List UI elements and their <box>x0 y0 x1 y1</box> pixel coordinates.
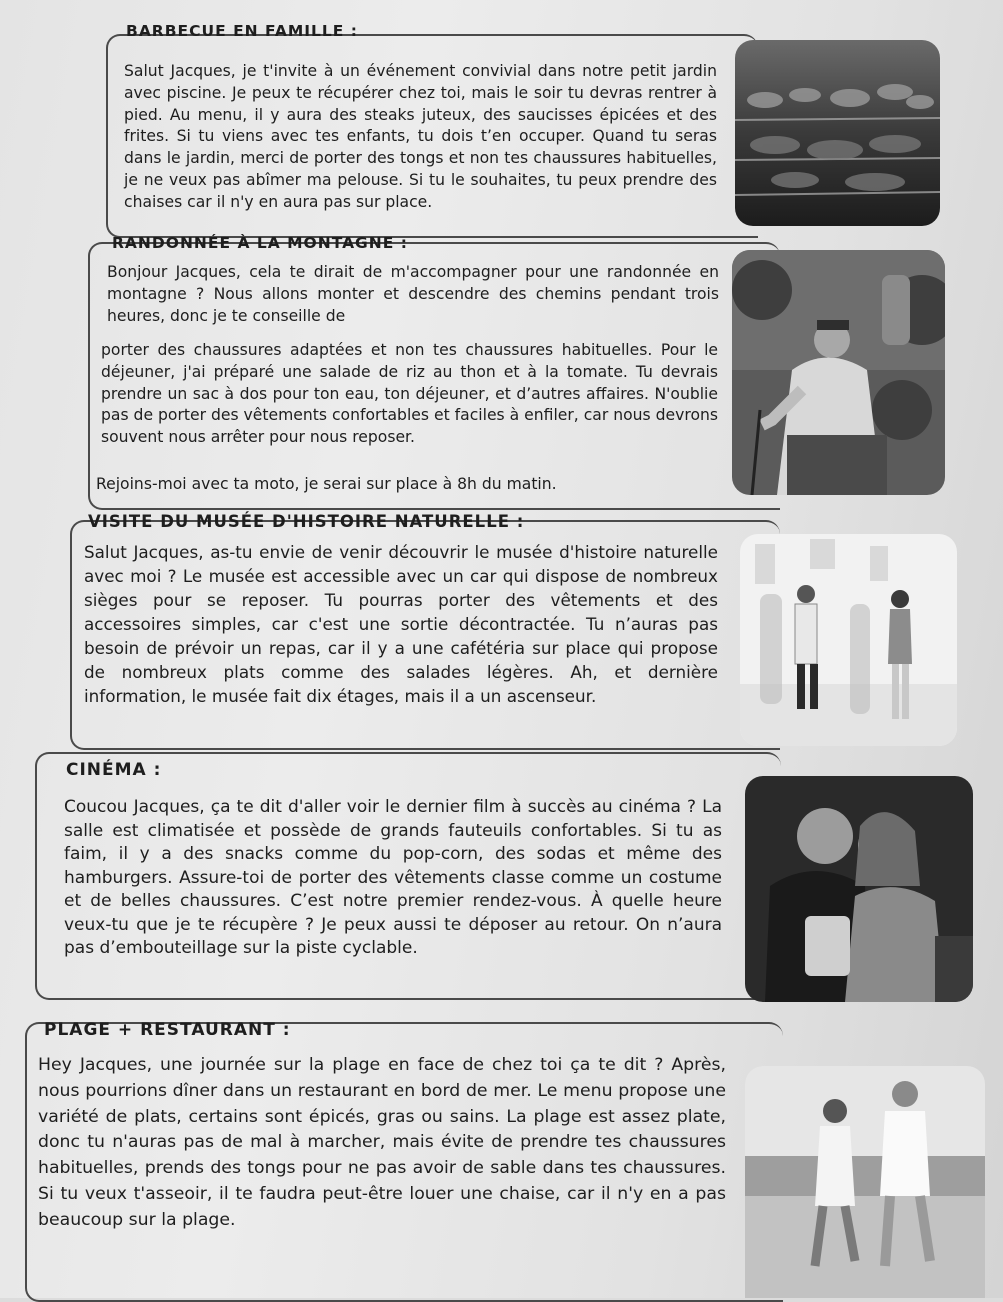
museum-visitors-photo <box>740 534 957 746</box>
hiker-photo <box>732 250 945 495</box>
randonnee-title: RANDONNÉE À LA MONTAGNE : <box>112 234 408 252</box>
barbecue-title: BARBECUE EN FAMILLE : <box>126 22 358 40</box>
barbecue-grill-photo <box>735 40 940 226</box>
randonnee-text-2: porter des chaussures adaptées et non tes chaussures habituelles. Pour le déjeuner, j'ai préparé une salade de riz au thon et à la tomate. Tu devrais prendre un sac à dos pour ton eau, ton déjeuner, et d’autres affaires. N'oublie pas de porter des vêtements confortables et faciles à enfiler, car nous devrons souvent nous arrêter pour nous reposer. <box>101 341 718 447</box>
randonnee-text-1: Bonjour Jacques, cela te dirait de m'accompagner pour une randonnée en montagne ? Nous allons monter et descendre des chemins pendant trois heures, donc je te conseille de <box>107 263 719 325</box>
cinema-text: Coucou Jacques, ça te dit d'aller voir le dernier film à succès au cinéma ? La salle est climatisée et possède de grands fauteuils confortables. Si tu as faim, il y a des snacks comme du pop-corn, des sodas et même des hamburgers. Assure-toi de porter des vêtements classe comme un costume et de belles chaussures. C’est notre premier rendez-vous. À quelle heure veux-tu que je te récupère ? Je peux aussi te déposer au retour. On n’aura pas d’embouteillage sur la piste cyclable. <box>64 797 722 958</box>
cinema-couple-photo <box>745 776 973 1002</box>
plage-text: Hey Jacques, une journée sur la plage en face de chez toi ça te dit ? Après, nous pourrions dîner dans un restaurant en bord de mer. Le menu propose une variété de plats, certains sont épicés, gras ou sains. La plage est assez plate, donc tu n'auras pas de mal à marcher, mais évite de prendre tes chaussures habituelles, prends des tongs pour ne pas avoir de sable dans tes chaussures. Si tu veux t'asseoir, il te faudra peut-être louer une chaise, car il n'y en a pas beaucoup sur la plage. <box>38 1055 726 1230</box>
musee-text: Salut Jacques, as-tu envie de venir découvrir le musée d'histoire naturelle avec moi ? Le musée est accessible avec un car qui dispose de nombreux sièges pour se reposer. Tu pourras porter des vêtements et des accessoires simples, car c'est une sortie décontractée. Tu n’auras pas besoin de prévoir un repas, car il y a une cafétéria sur place qui propose de nombreux plats comme des salades légères. Ah, et dernière information, le musée fait dix étages, mais il a un ascenseur. <box>84 542 718 706</box>
cinema-title: CINÉMA : <box>66 760 162 780</box>
randonnee-text-3: Rejoins-moi avec ta moto, je serai sur place à 8h du matin. <box>96 475 557 493</box>
musee-title: VISITE DU MUSÉE D'HISTOIRE NATURELLE : <box>88 512 525 531</box>
barbecue-text: Salut Jacques, je t'invite à un événement convivial dans notre petit jardin avec piscine. Je peux te récupérer chez toi, mais le soir tu devras rentrer à pied. Au menu, il y aura des steaks juteux, des saucisses épicées et des frites. Si tu viens avec tes enfants, tu dois t’en occuper. Quand tu seras dans le jardin, merci de porter des tongs et non tes chaussures habituelles, je ne veux pas abîmer ma pelouse. Si tu le souhaites, tu peux prendre des chaises car il n'y en aura pas sur place. <box>124 62 717 211</box>
plage-title: PLAGE + RESTAURANT : <box>44 1020 291 1040</box>
beach-couple-photo <box>745 1066 985 1298</box>
